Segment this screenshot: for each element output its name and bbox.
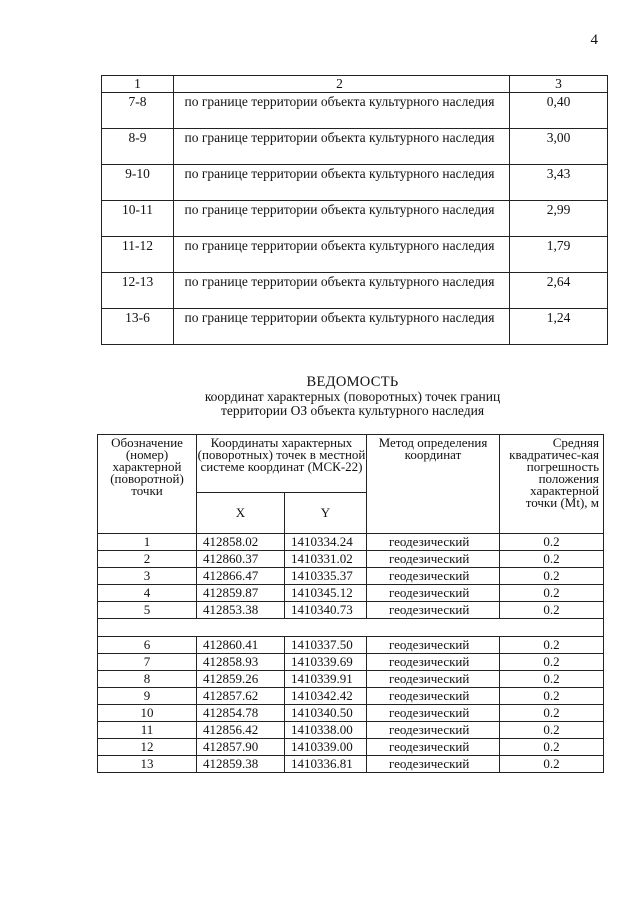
method: геодезический [367, 705, 500, 722]
coordinates-table-header-row1 [98, 435, 604, 493]
coord-y: 1410334.24 [285, 534, 367, 551]
coord-y: 1410338.00 [285, 722, 367, 739]
segment-row [102, 273, 608, 309]
coord-x: 412857.62 [197, 688, 285, 705]
coord-y: 1410331.02 [285, 551, 367, 568]
coord-x: 412859.26 [197, 671, 285, 688]
coordinates-separator [98, 619, 604, 637]
segment-length: 2,64 [510, 273, 608, 309]
coord-y: 1410339.00 [285, 739, 367, 756]
segment-length: 1,24 [510, 309, 608, 345]
method: геодезический [367, 722, 500, 739]
header-col-3: 3 [510, 76, 608, 93]
segment-id: 12-13 [102, 273, 174, 309]
segment-row [102, 201, 608, 237]
segments-table-body [102, 93, 608, 345]
segment-description: по границе территории объекта культурного наследия [174, 237, 510, 273]
accuracy: 0.2 [500, 568, 604, 585]
coord-x: 412866.47 [197, 568, 285, 585]
coordinate-row [98, 568, 604, 585]
coord-x: 412860.41 [197, 637, 285, 654]
segment-description: по границе территории объекта культурного наследия [174, 309, 510, 345]
method: геодезический [367, 756, 500, 773]
segment-length: 3,43 [510, 165, 608, 201]
coord-x: 412860.37 [197, 551, 285, 568]
segment-row [102, 309, 608, 345]
segment-description: по границе территории объекта культурного наследия [174, 201, 510, 237]
coord-x: 412859.38 [197, 756, 285, 773]
coord-y: 1410339.69 [285, 654, 367, 671]
segment-length: 0,40 [510, 93, 608, 129]
accuracy: 0.2 [500, 739, 604, 756]
coordinates-group-2 [98, 637, 604, 773]
segment-description: по границе территории объекта культурного наследия [174, 129, 510, 165]
coord-y: 1410337.50 [285, 637, 367, 654]
header-col-2: 2 [174, 76, 510, 93]
segment-id: 11-12 [102, 237, 174, 273]
coord-x: 412859.87 [197, 585, 285, 602]
method: геодезический [367, 585, 500, 602]
coord-y: 1410336.81 [285, 756, 367, 773]
header-coords: Координаты характерных (поворотных) точек в местной системе координат (МСК-22) [197, 435, 367, 493]
method: геодезический [367, 671, 500, 688]
coordinate-row [98, 551, 604, 568]
method: геодезический [367, 568, 500, 585]
segment-length: 2,99 [510, 201, 608, 237]
segment-length: 3,00 [510, 129, 608, 165]
segment-row [102, 165, 608, 201]
accuracy: 0.2 [500, 688, 604, 705]
segment-id: 13-6 [102, 309, 174, 345]
segment-row [102, 93, 608, 129]
point-number: 10 [98, 705, 197, 722]
point-number: 6 [98, 637, 197, 654]
page-number: 4 [590, 32, 598, 48]
header-x: X [197, 493, 285, 534]
statement-title: ВЕДОМОСТЬ [306, 374, 399, 390]
coord-x: 412858.93 [197, 654, 285, 671]
coordinates-group-1 [98, 534, 604, 619]
coord-x: 412854.78 [197, 705, 285, 722]
coord-y: 1410345.12 [285, 585, 367, 602]
coord-y: 1410340.50 [285, 705, 367, 722]
point-number: 12 [98, 739, 197, 756]
coordinate-row [98, 739, 604, 756]
coord-x: 412856.42 [197, 722, 285, 739]
coordinates-table [97, 434, 604, 773]
segment-length: 1,79 [510, 237, 608, 273]
header-accuracy: Средняя квадратичес-кая погрешность положения характерной точки (Mt), м [500, 435, 604, 534]
coordinate-row [98, 671, 604, 688]
accuracy: 0.2 [500, 654, 604, 671]
coord-y: 1410340.73 [285, 602, 367, 619]
point-number: 3 [98, 568, 197, 585]
statement-subtitle-line1: координат характерных (поворотных) точек границ [204, 388, 501, 404]
segment-id: 10-11 [102, 201, 174, 237]
accuracy: 0.2 [500, 756, 604, 773]
point-number: 7 [98, 654, 197, 671]
point-number: 9 [98, 688, 197, 705]
coordinate-row [98, 637, 604, 654]
method: геодезический [367, 534, 500, 551]
method: геодезический [367, 688, 500, 705]
accuracy: 0.2 [500, 534, 604, 551]
point-number: 4 [98, 585, 197, 602]
accuracy: 0.2 [500, 671, 604, 688]
header-method: Метод определения координат [367, 435, 500, 534]
coord-y: 1410342.42 [285, 688, 367, 705]
segment-description: по границе территории объекта культурного наследия [174, 165, 510, 201]
segment-row [102, 129, 608, 165]
coordinate-row [98, 705, 604, 722]
method: геодезический [367, 654, 500, 671]
header-y: Y [285, 493, 367, 534]
coord-y: 1410339.91 [285, 671, 367, 688]
accuracy: 0.2 [500, 637, 604, 654]
point-number: 11 [98, 722, 197, 739]
method: геодезический [367, 739, 500, 756]
segment-id: 7-8 [102, 93, 174, 129]
point-number: 5 [98, 602, 197, 619]
coord-x: 412853.38 [197, 602, 285, 619]
coord-x: 412857.90 [197, 739, 285, 756]
point-number: 1 [98, 534, 197, 551]
method: геодезический [367, 637, 500, 654]
segments-table [101, 75, 608, 345]
separator-row [98, 619, 604, 637]
header-point: Обозначение (номер) характерной (поворотной) точки [98, 435, 197, 534]
segment-row [102, 237, 608, 273]
coordinate-row [98, 534, 604, 551]
coordinate-row [98, 688, 604, 705]
statement-subtitle-line2: территории ОЗ объекта культурного наследия [220, 403, 485, 418]
segment-description: по границе территории объекта культурного наследия [174, 273, 510, 309]
coordinate-row [98, 602, 604, 619]
accuracy: 0.2 [500, 705, 604, 722]
coordinate-row [98, 756, 604, 773]
accuracy: 0.2 [500, 585, 604, 602]
coordinate-row [98, 722, 604, 739]
segment-description: по границе территории объекта культурного наследия [174, 93, 510, 129]
accuracy: 0.2 [500, 602, 604, 619]
accuracy: 0.2 [500, 551, 604, 568]
point-number: 13 [98, 756, 197, 773]
segments-table-header [102, 76, 608, 93]
header-col-1: 1 [102, 76, 174, 93]
segment-id: 9-10 [102, 165, 174, 201]
accuracy: 0.2 [500, 722, 604, 739]
point-number: 2 [98, 551, 197, 568]
coordinate-row [98, 585, 604, 602]
method: геодезический [367, 551, 500, 568]
statement-title-block [100, 375, 605, 419]
segment-id: 8-9 [102, 129, 174, 165]
method: геодезический [367, 602, 500, 619]
point-number: 8 [98, 671, 197, 688]
coordinate-row [98, 654, 604, 671]
coord-x: 412858.02 [197, 534, 285, 551]
coord-y: 1410335.37 [285, 568, 367, 585]
